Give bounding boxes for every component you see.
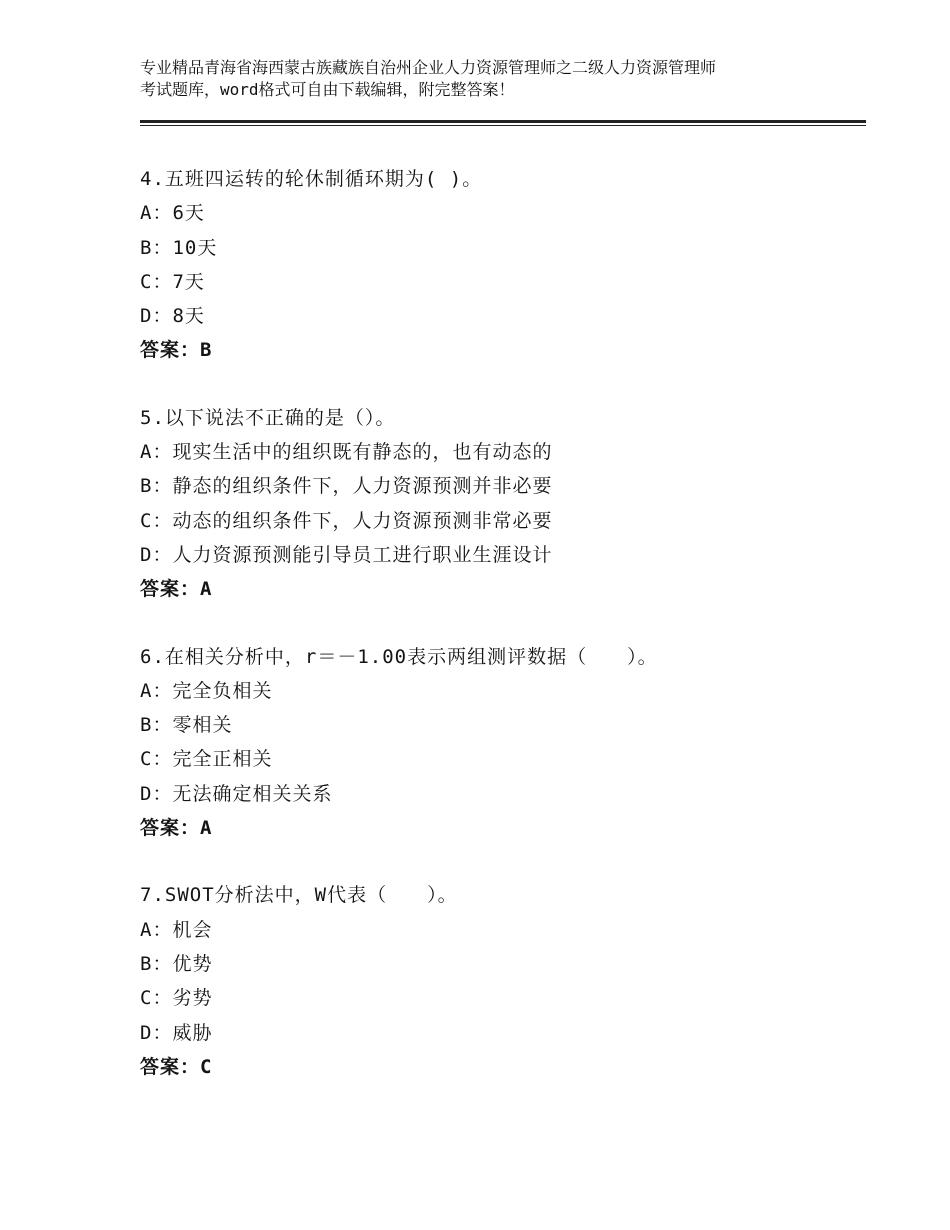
header-divider-thick-line (140, 120, 866, 123)
question-title: 5.以下说法不正确的是（）。 (140, 406, 396, 429)
header-title-line-2: 考试题库，word格式可自由下载编辑，附完整答案！ (140, 80, 515, 99)
option-b: B：10天 (140, 236, 218, 259)
question-list (140, 162, 866, 1117)
option-c: C：7天 (140, 270, 205, 293)
option-b: B：静态的组织条件下，人力资源预测并非必要 (140, 475, 553, 498)
question-item (140, 162, 866, 368)
answer-line: 答案：A (140, 578, 213, 601)
question-item (140, 640, 866, 846)
answer-line: 答案：A (140, 817, 213, 840)
option-a: A：现实生活中的组织既有静态的，也有动态的 (140, 441, 553, 464)
option-d: D：人力资源预测能引导员工进行职业生涯设计 (140, 543, 553, 566)
answer-line: 答案：C (140, 1055, 213, 1078)
option-b: B：优势 (140, 952, 213, 975)
answer-line: 答案：B (140, 339, 213, 362)
option-c: C：劣势 (140, 987, 213, 1010)
option-c: C：完全正相关 (140, 748, 273, 771)
option-a: A：6天 (140, 202, 205, 225)
option-d: D：威胁 (140, 1021, 213, 1044)
option-d: D：无法确定相关关系 (140, 782, 333, 805)
header-divider (140, 120, 866, 128)
option-c: C：动态的组织条件下，人力资源预测非常必要 (140, 509, 553, 532)
question-title: 6.在相关分析中，r＝－1.00表示两组测评数据（ ）。 (140, 645, 658, 668)
option-b: B：零相关 (140, 714, 233, 737)
header-title-line-1: 专业精品青海省海西蒙古族藏族自治州企业人力资源管理师之二级人力资源管理师 (140, 58, 717, 77)
option-a: A：完全负相关 (140, 679, 273, 702)
question-item (140, 878, 866, 1084)
document-header (140, 57, 840, 101)
option-d: D：8天 (140, 305, 205, 328)
question-item (140, 401, 866, 607)
question-title: 4.五班四运转的轮休制循环期为( )。 (140, 168, 483, 190)
option-a: A：机会 (140, 918, 213, 941)
question-title: 7.SWOT分析法中，W代表（ ）。 (140, 884, 458, 907)
header-divider-thin-line (140, 125, 866, 126)
